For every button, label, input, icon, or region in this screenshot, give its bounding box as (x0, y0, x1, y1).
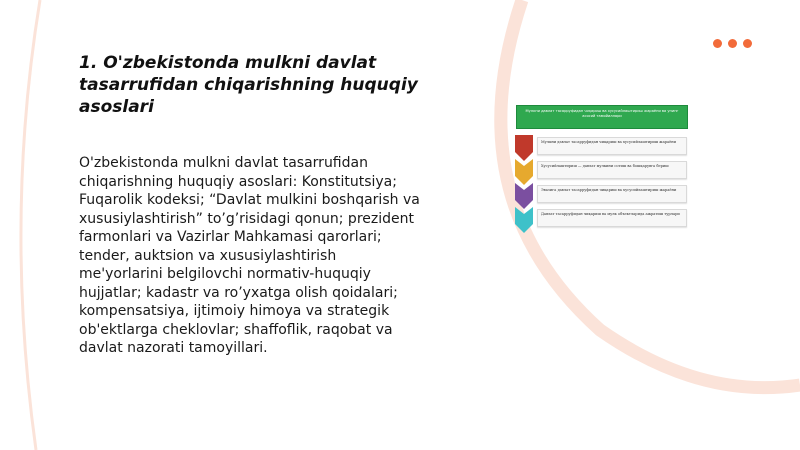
diagram-header: Мулкни давлат тасарруфидан чиқариш ва хусусийлаштириш жараёни ва унинг асосий тамойиллари (516, 105, 688, 129)
red-chevron-icon (513, 135, 535, 161)
slide-body-text: O'zbekistonda mulkni davlat tasarrufidan chiqarishning huquqiy asoslari: Konstitutsiya; Fuqarolik kodeksi; “Davlat mulkini boshqarish va xususiylashtirish” to’g’risidagi qonun; prezident farmonlari va Vazirlar Mahkamasi qarorlari; tender, auktsion va xususiylashtirish me'yorlarini belgilovchi normativ-huquqiy hujjatlar; kadastr va ro’yxatga olish qoidalari; kompensatsiya, ijtimoiy himoya va strategik ob'ektlarga cheklovlar; shaffoflik, raqobat va davlat nazorati tamoyillari. (79, 155, 420, 356)
diagram-row (513, 207, 691, 229)
diagram-row-text: Мулкни давлат тасарруфидан чиқариш ва хусусийлаштириш жараёни (537, 137, 687, 155)
purple-chevron-icon (513, 183, 535, 209)
dot-icon (713, 39, 722, 48)
diagram-image (513, 105, 691, 235)
diagram-row (513, 159, 691, 181)
dot-icon (743, 39, 752, 48)
orange-chevron-icon (513, 159, 535, 185)
left-arc-decoration (21, 0, 40, 450)
slide-title: 1. O'zbekistonda mulkni davlat tasarrufidan chiqarishning huquqiy asoslari (79, 53, 418, 117)
diagram-row (513, 135, 691, 157)
diagram-row-text: Хусусийлаштириш — давлат мулкини сотиш ва бошқарувга бериш (537, 161, 687, 179)
menu-dots-icon (713, 39, 752, 48)
teal-chevron-icon (513, 207, 535, 233)
diagram-row-text: Давлат тасарруфидан чиқариш ва мулк объектларида ажратиш турлари (537, 209, 687, 227)
dot-icon (728, 39, 737, 48)
diagram-row-text: Эвазига давлат тасарруфидан чиқариш ва хусусийлаштириш жараёни (537, 185, 687, 203)
diagram-row (513, 183, 691, 205)
